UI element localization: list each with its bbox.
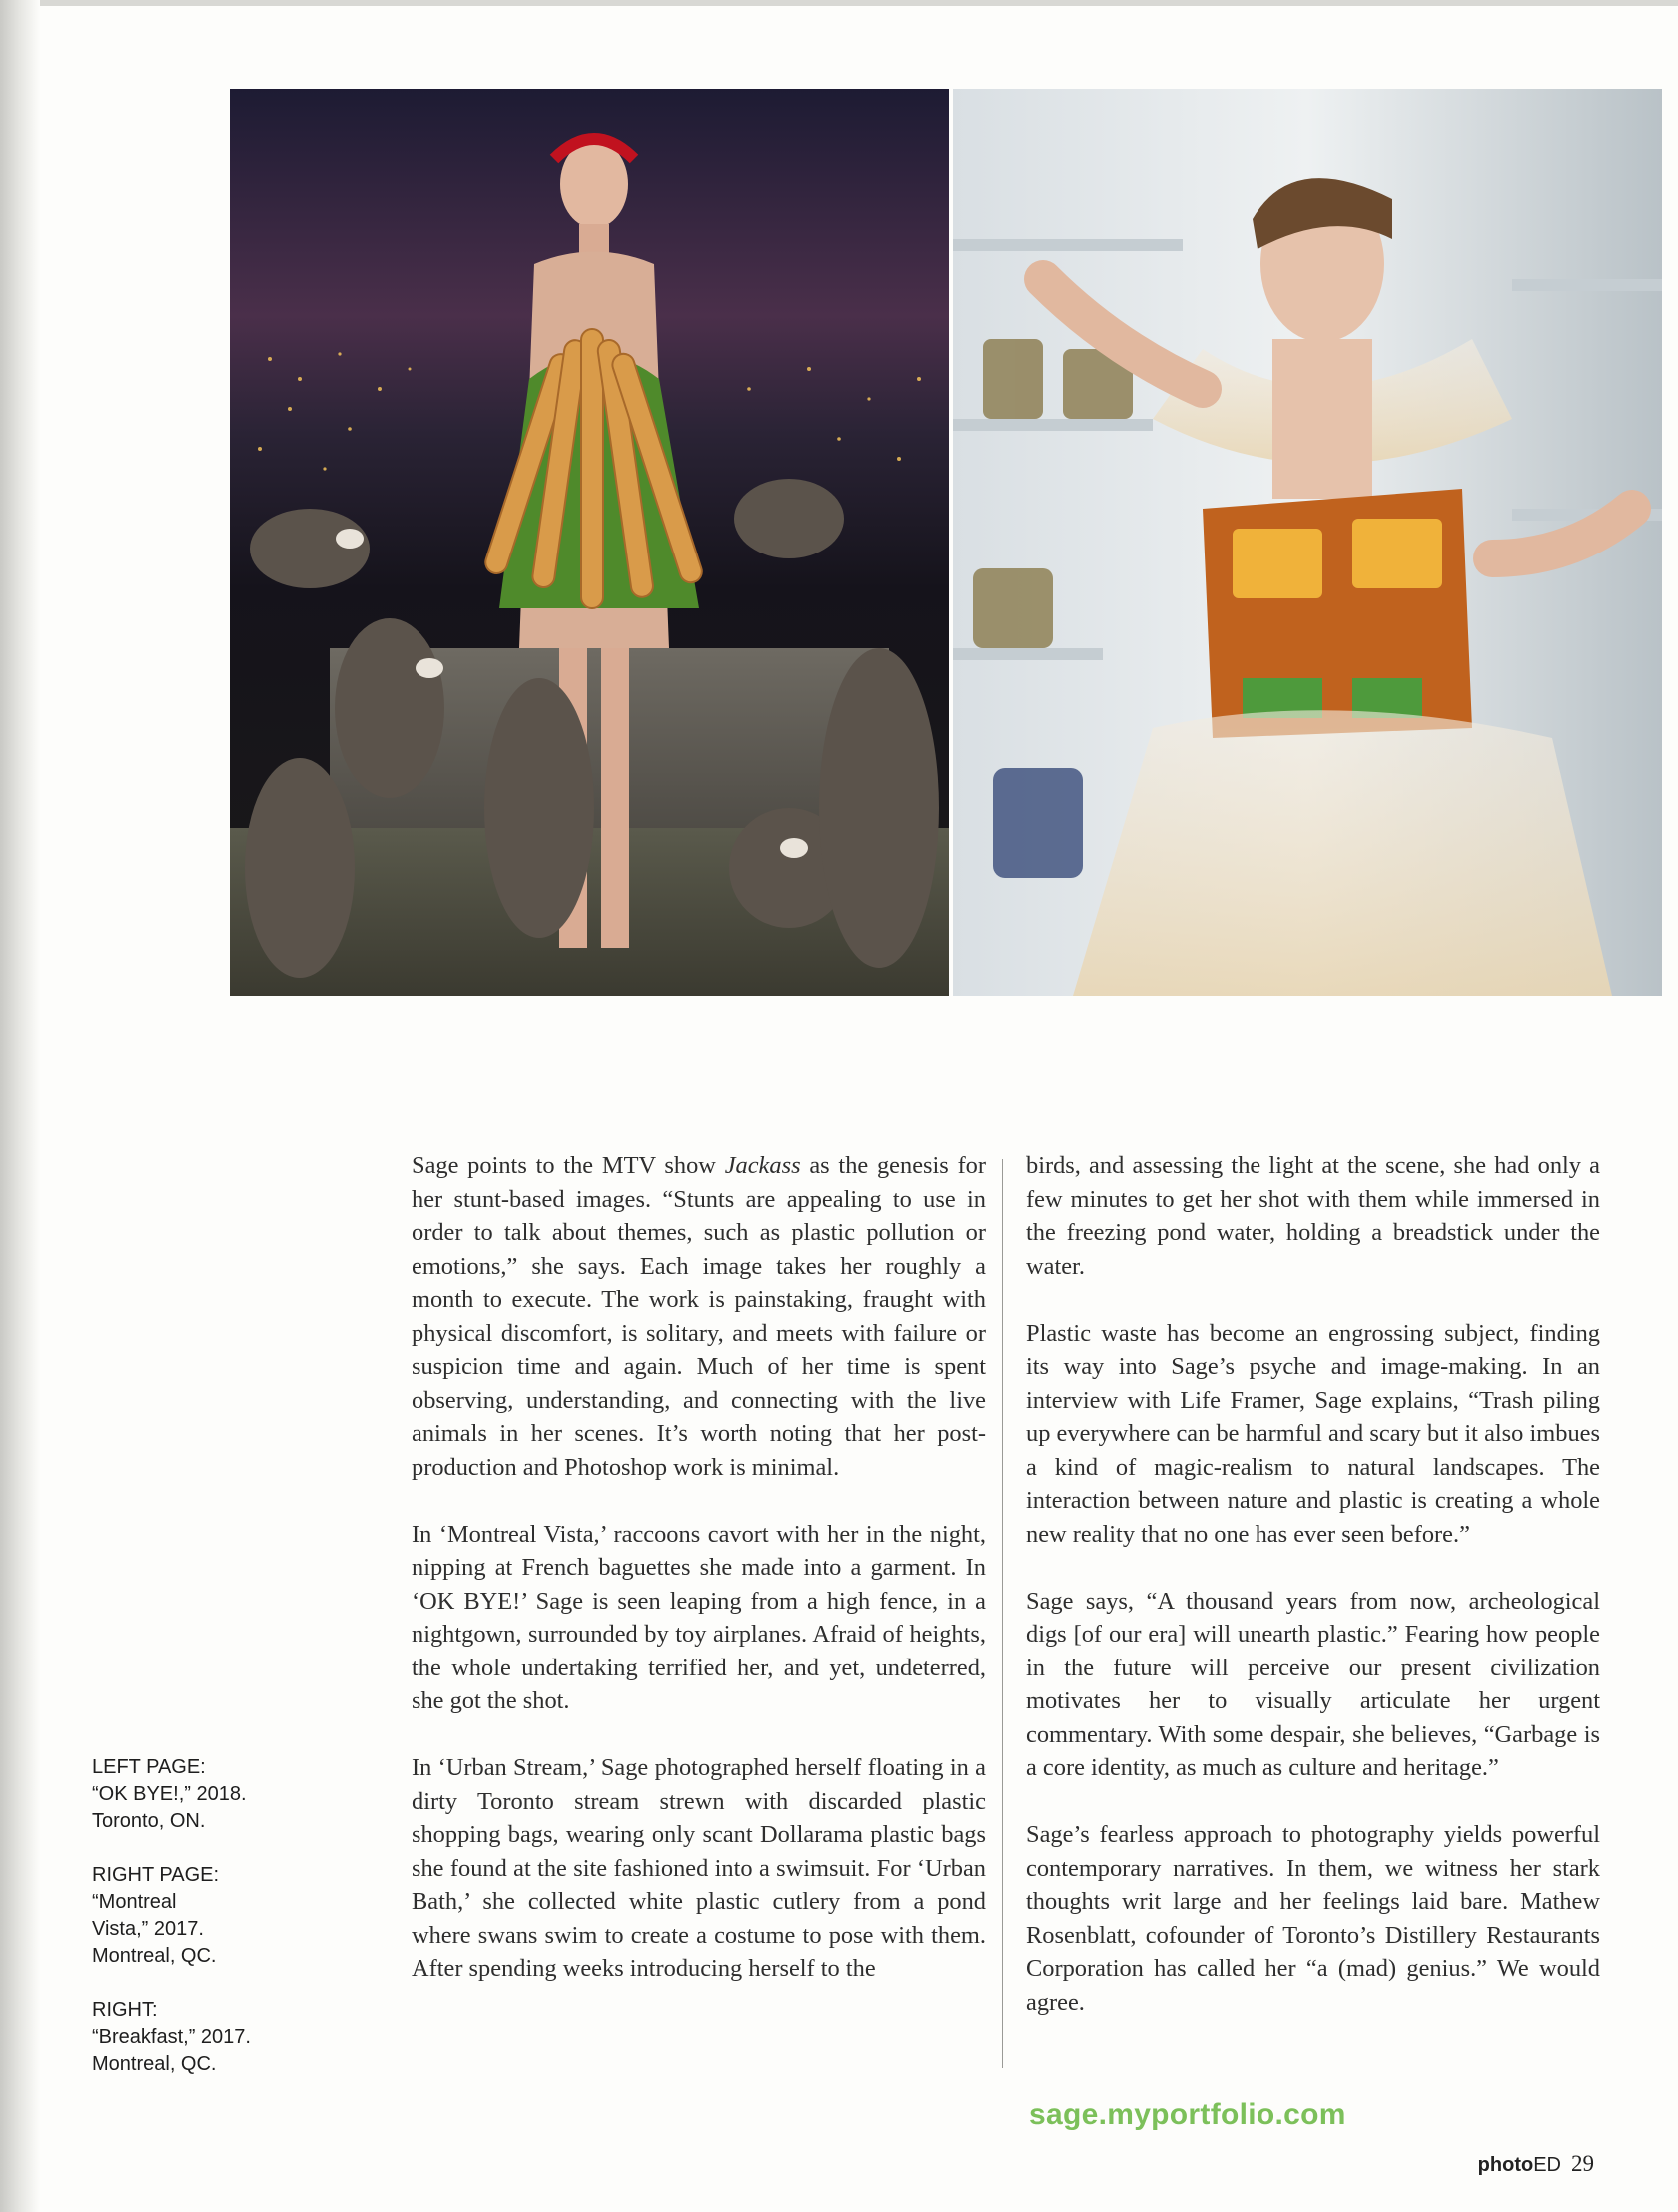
article-paragraph: birds, and assessing the light at the scene, she had only a few minutes to get her shot with them while immersed in the freezing pond water, holding a breadstick under the water. <box>1026 1152 1600 1280</box>
photo-captions <box>92 1754 282 2105</box>
caption-line: Montreal, QC. <box>92 1945 217 1967</box>
photo-breakfast-illustration <box>953 89 1662 996</box>
gutter-shadow <box>0 0 40 2212</box>
column-divider <box>1002 1159 1003 2068</box>
caption-heading: LEFT PAGE: <box>92 1756 206 1778</box>
caption-line: Vista,” 2017. <box>92 1918 204 1940</box>
page-folio <box>1478 2151 1594 2177</box>
caption-heading: RIGHT PAGE: <box>92 1864 220 1886</box>
paragraph-text: as the genesis for her stunt-based images. “Stunts are appealing to use in order to talk about themes, such as plastic pollution or emotions,” she says. Each image takes her roughly a month to execute. The work is painstaking, fraught with physical discomfort, is solitary, and meets with failure or suspicion time and again. Much of her time is spent observing, understanding, and connecting with the live animals in her scenes. It’s worth noting that her post-production and Photoshop work is minimal. <box>412 1152 987 1481</box>
photo-montreal-vista <box>230 89 949 996</box>
article-column-2 <box>1026 1149 1600 2019</box>
caption-right-page <box>92 1862 282 1970</box>
article-paragraph: Sage says, “A thousand years from now, archeological digs [of our era] will unearth plastic.” Fearing how people in the future will perceive our present civilization motivates her to visually articulate her urgent commentary. With some despair, she believes, “Garbage is a core identity, as much as culture and heritage.” <box>1026 1587 1600 1781</box>
page-number: 29 <box>1571 2151 1594 2176</box>
page-top-edge <box>0 0 1678 6</box>
caption-line: Toronto, ON. <box>92 1810 206 1832</box>
caption-right <box>92 1997 282 2078</box>
article-paragraph: Sage’s fearless approach to photography yields powerful contemporary narratives. In them, we witness her stark thoughts writ large and her feelings laid bare. Mathew Rosenblatt, cofounder of Toronto’s Distillery Restaurants Corporation has called her “a (mad) genius.” We would agree. <box>1026 1821 1600 2016</box>
caption-line: Montreal, QC. <box>92 2053 217 2075</box>
magazine-brand-bold: photo <box>1477 2154 1534 2176</box>
magazine-brand-light: ED <box>1533 2154 1561 2176</box>
article-paragraph <box>412 1149 986 1484</box>
caption-line: “Breakfast,” 2017. <box>92 2026 251 2048</box>
caption-line: “OK BYE!,” 2018. <box>92 1783 247 1805</box>
caption-line: “Montreal <box>92 1891 177 1913</box>
article-column-1 <box>412 1149 986 1986</box>
caption-left-page <box>92 1754 282 1835</box>
caption-heading: RIGHT: <box>92 1999 158 2021</box>
show-title: Jackass <box>724 1152 801 1179</box>
portfolio-url-link[interactable]: sage.myportfolio.com <box>1029 2098 1346 2131</box>
photo-montreal-vista-illustration <box>230 89 949 996</box>
article-paragraph: Plastic waste has become an engrossing subject, finding its way into Sage’s psyche and image-making. In an interview with Life Framer, Sage explains, “Trash piling up everywhere can be harmful and scary but it also imbues a kind of magic-realism to natural landscapes. The interaction between nature and plastic is creating a whole new reality that no one has ever seen before.” <box>1026 1319 1600 1548</box>
paragraph-text: Sage points to the MTV show <box>412 1152 725 1179</box>
article-paragraph: In ‘Montreal Vista,’ raccoons cavort with her in the night, nipping at French baguettes she made into a garment. In ‘OK BYE!’ Sage is seen leaping from a high fence, in a nightgown, surrounded by toy airplanes. Afraid of heights, the whole undertaking terrified her, and yet, undeterred, she got the shot. <box>412 1520 986 1714</box>
article-paragraph: In ‘Urban Stream,’ Sage photographed herself floating in a dirty Toronto stream strewn with discarded plastic shopping bags, wearing only scant Dollarama plastic bags she found at the site fashioned into a swimsuit. For ‘Urban Bath,’ she collected white plastic cutlery from a pond where swans swim to create a costume to pose with them. After spending weeks introducing herself to the <box>412 1754 986 1982</box>
photo-breakfast <box>953 89 1662 996</box>
